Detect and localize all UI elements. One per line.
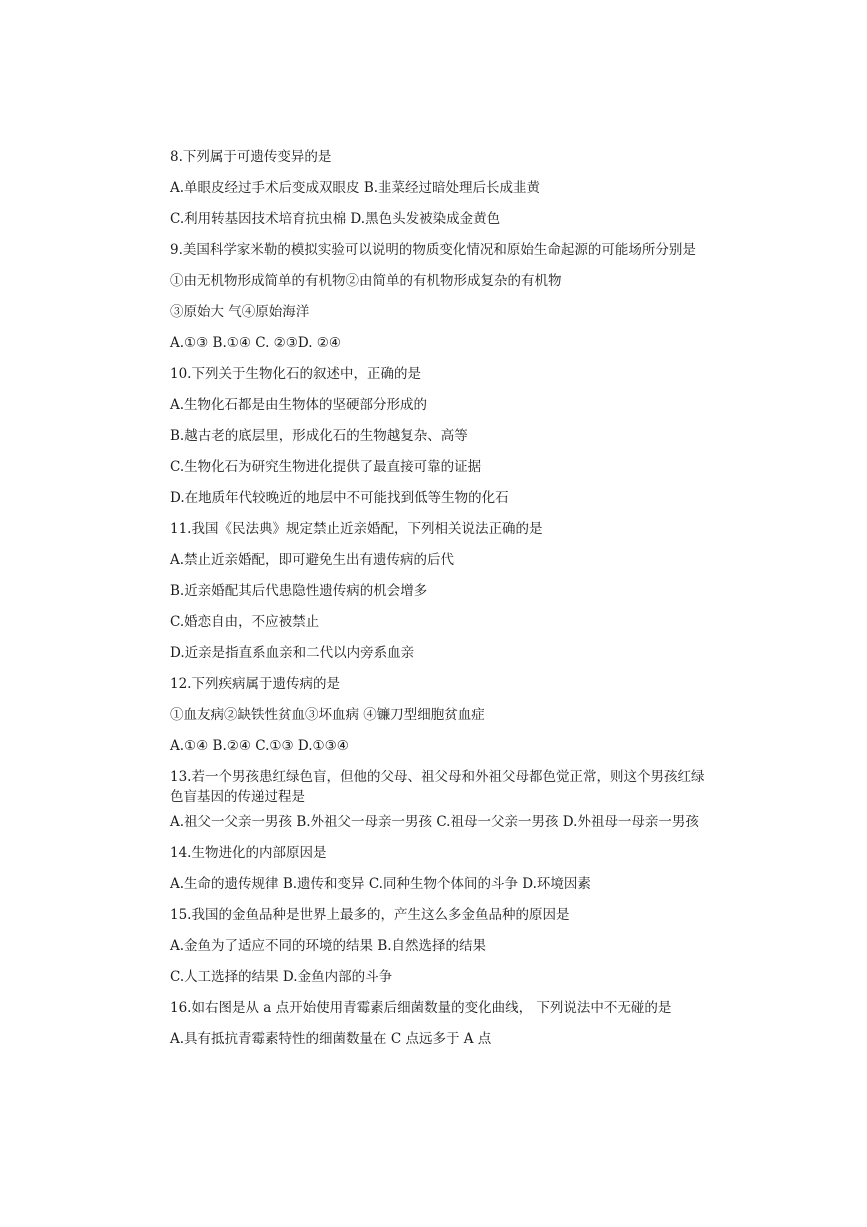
q16-stem: 16.如右图是从 a 点开始使用青霉素后细菌数量的变化曲线， 下列说法中不无碰的是	[170, 1000, 672, 1016]
q10-option-b: B.越古老的底层里，形成化石的生物越复杂、高等	[170, 428, 468, 444]
q10-option-c: C.生物化石为研究生物进化提供了最直接可靠的证据	[170, 459, 482, 475]
q9-items-3-4: ③原始大 气④原始海洋	[170, 304, 310, 320]
q12-items: ①血友病②缺铁性贫血③坏血病 ④镰刀型细胞贫血症	[170, 707, 485, 723]
q11-option-a: A.禁止近亲婚配，即可避免生出有遗传病的后代	[170, 552, 455, 568]
q11-option-d: D.近亲是指直系血亲和二代以内旁系血亲	[170, 645, 415, 661]
q11-stem: 11.我国《民法典》规定禁止近亲婚配，下列相关说法正确的是	[170, 521, 543, 537]
q13-stem: 13.若一个男孩患红绿色盲，但他的父母、祖父母和外祖父母都色觉正常，则这个男孩红绿色盲基因的传递过程是	[170, 769, 705, 805]
q8-stem: 8.下列属于可遗传变异的是	[170, 149, 332, 165]
q9-items-1-2: ①由无机物形成简单的有机物②由简单的有机物形成复杂的有机物	[170, 273, 562, 289]
q10-option-d: D.在地质年代较晚近的地层中不可能找到低等生物的化石	[170, 490, 509, 506]
q15-stem: 15.我国的金鱼品种是世界上最多的，产生这么多金鱼品种的原因是	[170, 907, 570, 923]
q11-option-c: C.婚恋自由，不应被禁止	[170, 614, 320, 630]
q11-option-b: B.近亲婚配其后代患隐性遗传病的机会增多	[170, 583, 428, 599]
q10-option-a: A.生物化石都是由生物体的坚硬部分形成的	[170, 397, 428, 413]
q15-options-cd: C.人工选择的结果 D.金鱼内部的斗争	[170, 969, 393, 985]
q14-stem: 14.生物进化的内部原因是	[170, 845, 327, 861]
q9-options: A.①③ B.①④ C. ②③D. ②④	[170, 335, 342, 351]
q12-options: A.①④ B.②④ C.①③ D.①③④	[170, 738, 349, 754]
q12-stem: 12.下列疾病属于遗传病的是	[170, 676, 340, 692]
q10-stem: 10.下列关于生物化石的叙述中，正确的是	[170, 366, 421, 382]
q9-stem: 9.美国科学家米勒的模拟实验可以说明的物质变化情况和原始生命起源的可能场所分别是	[170, 242, 696, 258]
q8-options-cd: C.利用转基因技术培育抗虫棉 D.黑色头发被染成金黄色	[170, 211, 501, 227]
q8-options-ab: A.单眼皮经过手术后变成双眼皮 B.韭菜经过暗处理后长成韭黄	[170, 180, 541, 196]
q15-options-ab: A.金鱼为了适应不同的环境的结果 B.自然选择的结果	[170, 938, 487, 954]
q16-option-a: A.具有抵抗青霉素特性的细菌数量在 C 点远多于 A 点	[170, 1031, 492, 1047]
q13-options: A.祖父一父亲一男孩 B.外祖父一母亲一男孩 C.祖母一父亲一男孩 D.外祖母一母亲一男孩	[170, 814, 699, 830]
q14-options: A.生命的遗传规律 B.遗传和变异 C.同种生物个体间的斗争 D.环境因素	[170, 876, 591, 892]
